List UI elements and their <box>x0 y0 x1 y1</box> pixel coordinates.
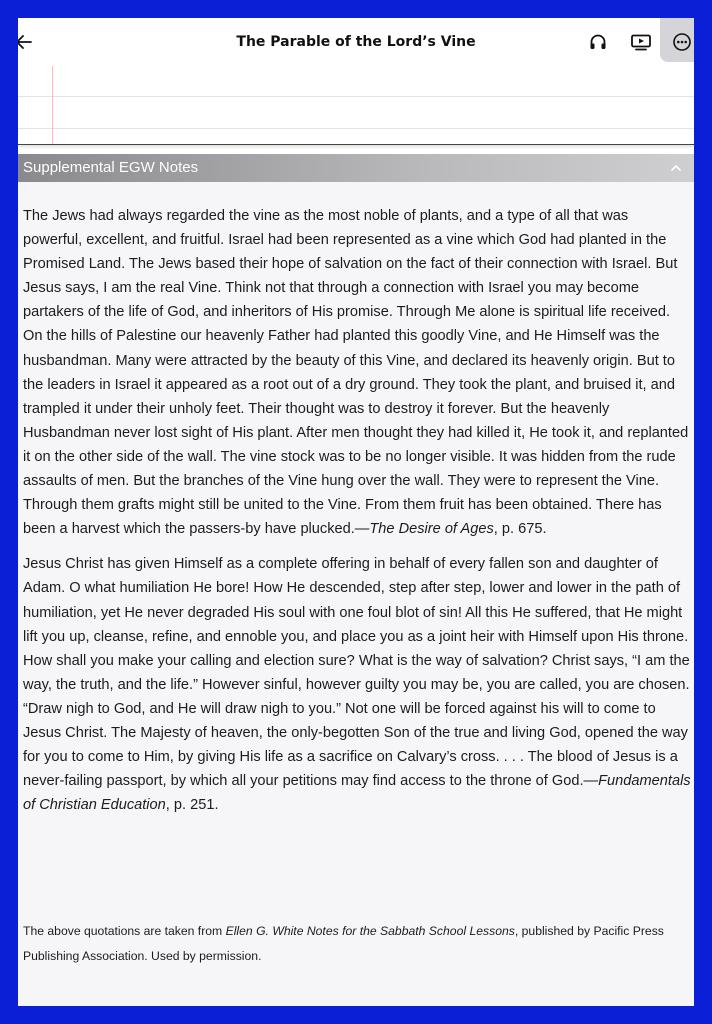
page-title: The Parable of the Lord’s Vine <box>236 34 476 50</box>
section-title: Supplemental EGW Notes <box>23 159 199 176</box>
paragraph <box>23 552 691 817</box>
more-button[interactable] <box>668 28 694 56</box>
notes-input-area[interactable] <box>18 66 694 145</box>
more-button-highlight <box>660 18 694 62</box>
credit-title: Ellen G. White Notes for the Sabbath School Lessons <box>225 924 515 938</box>
arrow-left-icon <box>18 32 34 52</box>
more-ellipsis-icon <box>672 32 692 52</box>
notes-rule-line <box>18 96 694 97</box>
paragraph-text: On the hills of Palestine our heavenly Father had planted this goodly Vine, and He Himself was the husbandman. Many were attracted by the beauty of this Vine, and declared its heavenly origin. But to the leaders in Israel it appeared as a root out of a dry ground. They took the plant, and bruised it, and trampled it under their unholy feet. Their thought was to destroy it forever. But the heavenly Husbandman never lost sight of His plant. After men thought they had killed it, He took it, and replanted it on the other side of the wall. The vine stock was to be no longer visible. It was hidden from the rude assaults of men. But the branches of the Vine hung over the wall. They were to represent the Vine. Through them grafts might still be united to the Vine. From them fruit has been obtained. There has been a harvest which the passers-by have plucked.— <box>23 328 689 538</box>
paragraph <box>23 324 691 541</box>
nav-bar <box>18 18 694 67</box>
credit-after: , published by Pacific Press Publishing Association. Used by permission. <box>23 924 664 963</box>
supplemental-notes-content <box>18 182 694 1006</box>
back-button[interactable] <box>18 28 38 56</box>
credit-before: The above quotations are taken from <box>23 924 226 938</box>
attribution-note <box>23 919 691 969</box>
section-divider <box>18 144 694 145</box>
source-title: The Desire of Ages <box>369 521 494 538</box>
app-screen <box>18 18 694 1006</box>
notes-rule-line <box>18 128 694 129</box>
video-button[interactable] <box>627 28 655 56</box>
notes-margin-line <box>52 66 53 144</box>
audio-button[interactable] <box>584 28 612 56</box>
paragraph <box>23 204 691 324</box>
supplemental-notes-header[interactable] <box>18 154 694 182</box>
headphones-icon <box>588 32 608 52</box>
video-play-icon <box>630 32 652 52</box>
source-title: Fundamentals of Christian Education <box>23 773 691 814</box>
chevron-up-icon[interactable] <box>668 160 684 176</box>
source-page: , p. 675. <box>493 521 547 538</box>
paragraph-text: The Jews had always regarded the vine as the most noble of plants, and a type of all that was powerful, excellent, and fruitful. Israel had been represented as a vine which God had planted in the Promised Land. The Jews based their hope of salvation on the fact of their connection with Israel. But Jesus says, I am the real Vine. Think not that through a connection with Israel you may become partakers of the life of God, and inheritors of His promise. Through Me alone is spiritual life received. <box>23 208 678 321</box>
source-page: , p. 251. <box>165 797 219 814</box>
paragraph-text: Jesus Christ has given Himself as a complete offering in behalf of every fallen son and daughter of Adam. O what humiliation He bore! How He descended, step after step, lower and lower in the path of humiliation, yet He never degraded His soul with one foul blot of sin! All this He suffered, that He might lift you up, cleanse, refine, and ennoble you, and place you as a joint heir with Himself upon His throne. How shall you make your calling and election sure? What is the way of salvation? Christ says, “I am the way, the truth, and the life.” However sinful, however guilty you may be, you are called, you are chosen. “Draw nigh to God, and He will draw nigh to you.” Not one will be forced against his will to come to Jesus Christ. The Majesty of heaven, the only-begotten Son of the true and living God, opened the way for you to come to Him, by giving His life as a sacrifice on Calvary’s cross. . . . The blood of Jesus is a never-failing passport, by which all your petitions may find access to the throne of God.— <box>23 556 690 790</box>
notes-body <box>23 204 691 817</box>
